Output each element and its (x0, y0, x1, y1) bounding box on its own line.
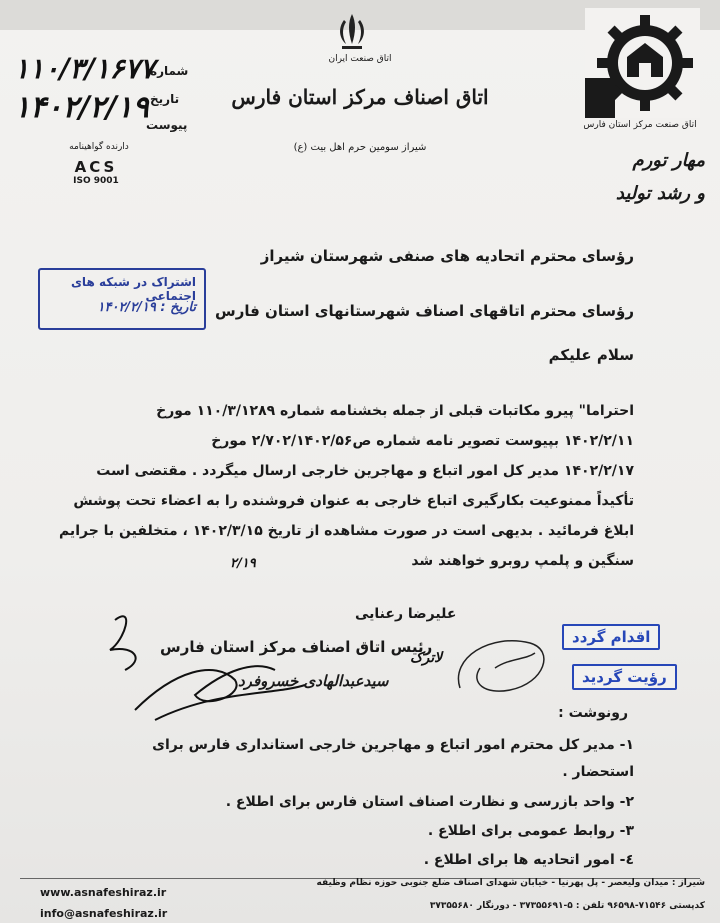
body-line-2: ۱۴۰۲/۲/۱۱ بپیوست تصویر نامه شماره ص۲/۷۰۲/۱۴۰۲/۵۶ مورخ (211, 433, 634, 449)
copy-line-4: ۳- روابط عمومی برای اطلاع . (427, 823, 634, 839)
qms-label: دارنده گواهینامه (69, 142, 129, 152)
cert-brand: ACS (74, 158, 118, 176)
recipient-2: رؤسای محترم اتاقهای اصناف شهرستانهای استان فارس (215, 302, 634, 320)
seen-stamp: رؤیت گردید (572, 664, 677, 690)
footer-email: info@asnafeshiraz.ir (40, 907, 168, 920)
date-value: ۱۴۰۲/۲/۱۹ (14, 90, 149, 125)
body-line-4: تأکیداً ممنوعیت بکارگیری اتباع خارجی به عنوان فروشنده را به اعضاء تحت پوشش (73, 493, 634, 509)
copies-label: رونوشت : (558, 705, 628, 721)
chamber-gear-logo-icon (585, 8, 700, 118)
date-label: تاریخ (150, 92, 180, 106)
handwritten-name: سیدعبدالهادی خسروفرد (238, 672, 389, 690)
body-line-5: ابلاغ فرمائید . بدیهی است در صورت مشاهده از تاریخ ۱۴۰۲/۳/۱۵ ، متخلفین با جرایم (58, 523, 634, 539)
footer-address: شیراز : میدان ولیعصر - پل پهرنیا - خیابان شهدای اصناف ضلع جنوبی حوزه نظام وظیفه (316, 878, 705, 888)
signatory-name: علیرضا رعنایی (355, 606, 457, 622)
slogan-line-2: و رشد تولید (615, 183, 705, 204)
stamp-date-label: تاریخ : (160, 300, 196, 315)
iso-certificate-badge (46, 158, 146, 194)
org-address: شیراز سومین حرم اهل بیت (ع) (293, 142, 427, 153)
footer-contact: کدپستی ۷۱۵۴۶-۹۶۵۹۸ تلفن : ۵-۳۷۳۵۵۶۹۱ - دورنگار ۳۷۳۵۵۶۸۰ (429, 901, 705, 911)
stamp-title: اشتراک در شبکه های اجتماعی (70, 275, 196, 303)
social-media-stamp (38, 268, 206, 330)
signature-scribble (95, 600, 395, 730)
body-handnote: ۲/۱۹ (230, 556, 256, 571)
number-label: شماره (150, 64, 189, 78)
footer-website: www.asnafeshiraz.ir (40, 886, 167, 899)
copy-line-1: ۱- مدیر کل محترم امور اتباع و مهاجرین خارجی استانداری فارس برای (152, 737, 634, 753)
body-line-6: سنگین و پلمپ روبرو خواهند شد (411, 553, 634, 569)
logo-caption: اتاق صنعت مرکز استان فارس (583, 120, 697, 130)
attachment-label: پیوست (146, 118, 188, 132)
signature-note: لاترک (410, 650, 443, 666)
cert-code: ISO 9001 (73, 176, 119, 186)
org-title: اتاق اصناف مرکز استان فارس (231, 85, 489, 109)
referral-scribble (450, 628, 560, 708)
signatory-title: رئیس اتاق اصناف مرکز استان فارس (160, 638, 433, 656)
copy-line-2: استحضار . (562, 764, 634, 780)
recipient-1: رؤسای محترم اتحادیه های صنفی شهرستان شیراز (260, 247, 634, 265)
number-value: ۱۱۰/۳/۱۶۷۷ (14, 52, 155, 85)
copy-line-5: ٤- امور اتحادیه ها برای اطلاع . (423, 852, 634, 868)
emblem-caption: اتاق صنعت ایران (328, 54, 392, 64)
republic-emblem-icon (330, 10, 374, 54)
slogan-line-1: مهار تورم (632, 150, 705, 171)
action-stamp: اقدام گردد (562, 624, 660, 650)
body-line-1: احتراما" پیرو مکاتبات قبلی از جمله بخشنامه شماره ۱۱۰/۳/۱۲۸۹ مورخ (156, 403, 634, 419)
greeting: سلام علیکم (548, 346, 634, 364)
stamp-date-value: ۱۴۰۲/۲/۱۹ (97, 300, 156, 315)
body-line-3: ۱۴۰۲/۲/۱۷ مدیر کل امور اتباع و مهاجرین خارجی ارسال میگردد . مقتضی است (96, 463, 634, 479)
copy-line-3: ۲- واحد بازرسی و نظارت اصناف استان فارس برای اطلاع . (225, 794, 634, 810)
